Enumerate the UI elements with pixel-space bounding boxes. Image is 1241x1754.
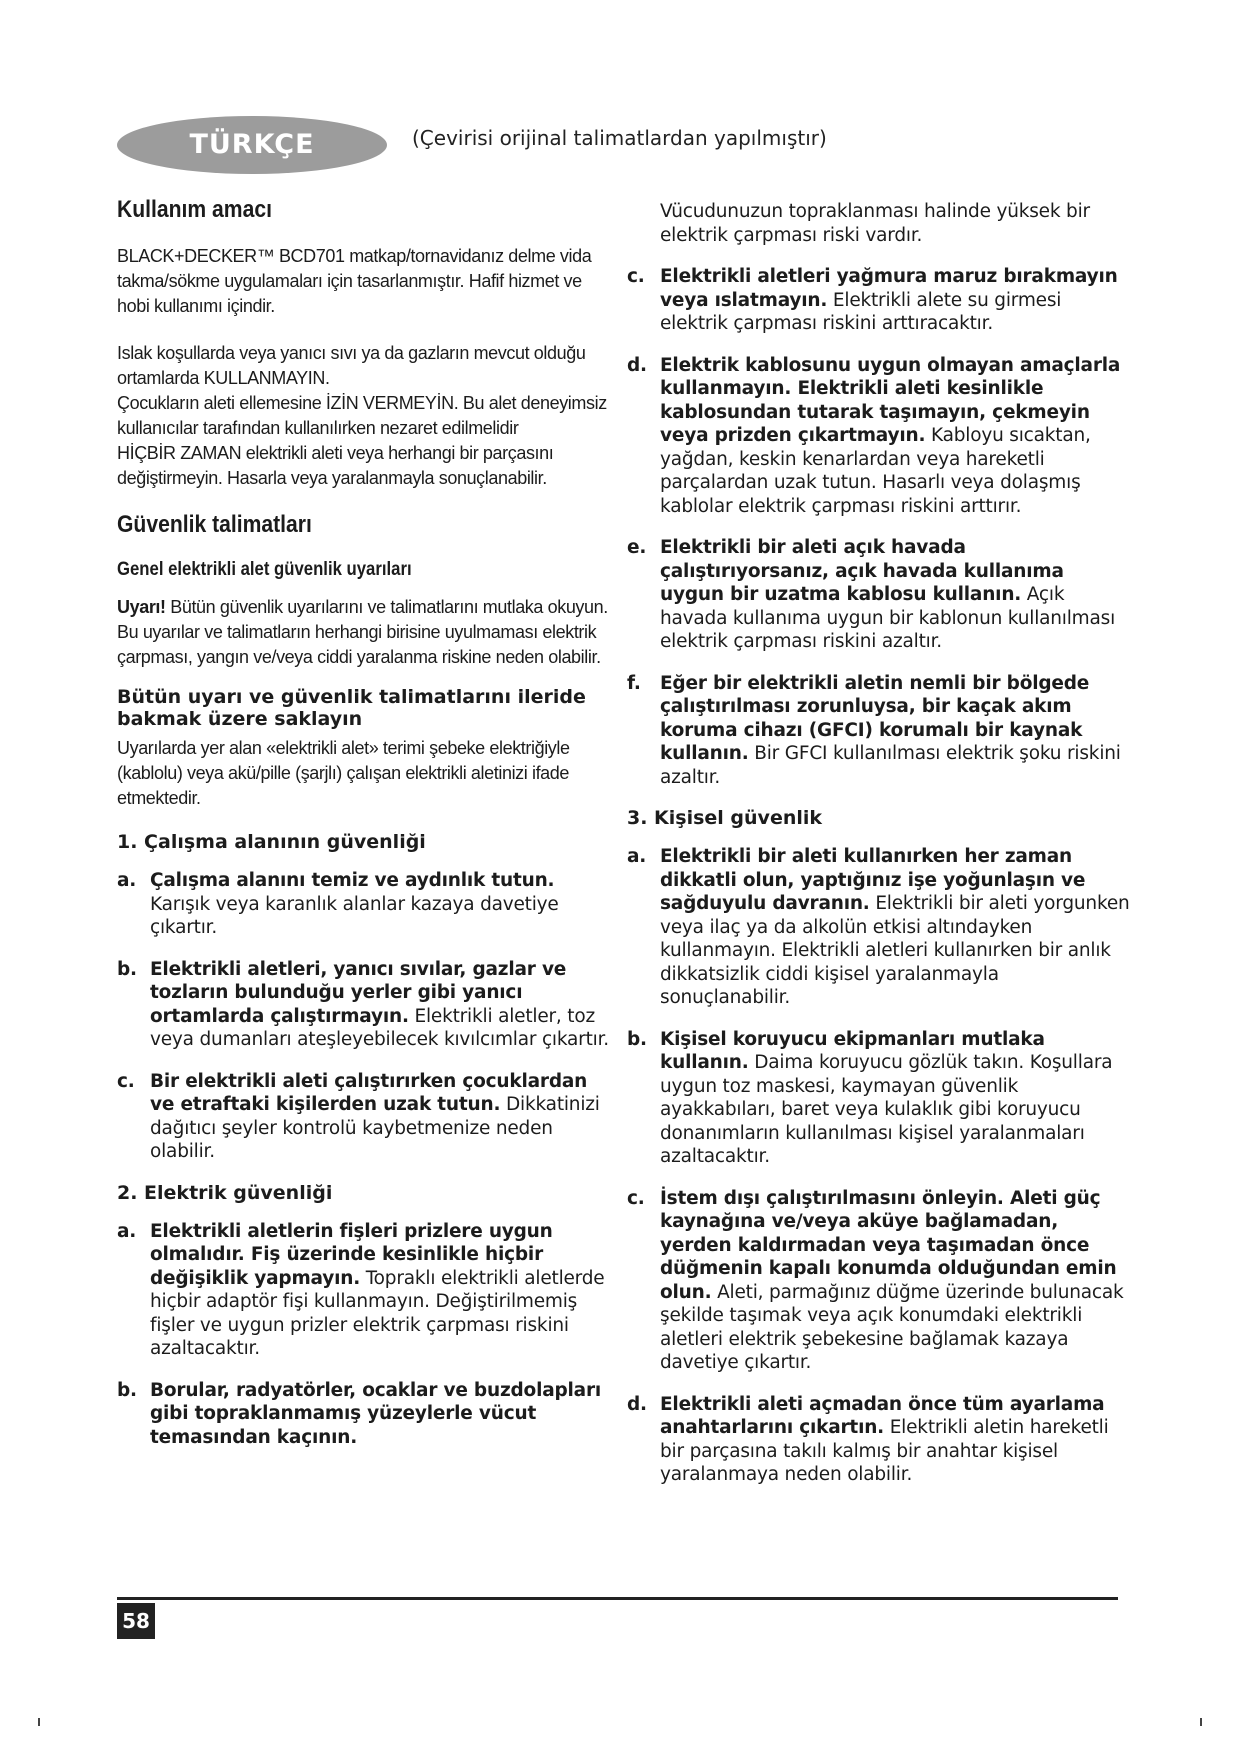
language-label: TÜRKÇE xyxy=(189,129,315,160)
safety-heading: Güvenlik talimatları xyxy=(117,511,312,538)
intended-use-paragraph: BLACK+DECKER™ BCD701 matkap/tornavidanız delme vida takma/sökme uygulamaları için tasarlanmıştır. Hafif hizmet ve hobi kullanımı içindir. xyxy=(117,246,592,316)
warning-text: Bütün güvenlik uyarılarını ve talimatlarını mutlaka okuyun. Bu uyarılar ve talimatların herhangi birisine uyulmaması elektrik çarpması, yangın ve/veya ciddi yaralanma riskine neden olabilir. xyxy=(117,597,608,667)
right-column xyxy=(627,200,1132,1487)
warning-item: a. Çalışma alanını temiz ve aydınlık tutun. Karışık veya karanlık alanlar kazaya davetiye çıkartır. xyxy=(117,870,559,938)
translation-note: (Çevirisi orijinal talimatlardan yapılmıştır) xyxy=(412,126,827,150)
warning-item: c. İstem dışı çalıştırılmasını önleyin. Aleti güç kaynağına ve/veya aküye bağlamadan, yerden kaldırmadan veya taşımadan önce düğmenin kapalı konumda olduğundan emin olun. Aleti, parmağınız düğme üzerinde bulunacak şekilde taşımak veya açık konumdaki elektrikli aletleri elektrik şebekesine bağlamak kazaya davetiye çıkartır. xyxy=(627,1187,1124,1373)
intended-use-heading: Kullanım amacı xyxy=(117,196,272,223)
warning-item: b. Elektrikli aletleri, yanıcı sıvılar, gazlar ve tozların bulunduğu yerler gibi yanıcı ortamlarda çalıştırmayın. Elektrikli aletler, toz veya dumanları ateşleyebilecek kıvılcımlar çıkartır. xyxy=(117,958,609,1050)
warning-item: a. Elektrikli aletlerin fişleri prizlere uygun olmalıdır. Fiş üzerinde kesinlikle hiçbir değişiklik yapmayın. Topraklı elektrikli aletlerde hiçbir adaptör fişi kullanmayın. Değiştirilmemiş fişler ve uygun prizler elektrik çarpması riskini azaltacaktır. xyxy=(117,1220,605,1359)
children-note: Çocukların aleti ellemesine İZİN VERMEYİN. Bu alet deneyimsiz kullanıcılar tarafından kullanılırken nezaret edilmelidir xyxy=(117,393,607,438)
wet-conditions-note: Islak koşullarda veya yanıcı sıvı ya da gazların mevcut olduğu ortamlarda KULLANMAYIN. xyxy=(117,343,586,388)
warning-item: e. Elektrikli bir aleti açık havada çalıştırıyorsanız, açık havada kullanıma uygun bir uzatma kablosu kullanın. Açık havada kullanıma uygun bir kablonun kullanılması elektrik çarpması riskini azaltır. xyxy=(627,537,1116,652)
section-work-area: 1. Çalışma alanının güvenliği xyxy=(117,831,426,853)
warning-item: c. Bir elektrikli aleti çalıştırırken çocuklardan ve etraftaki kişilerden uzak tutun. Dikkatinizi dağıtıcı şeyler kontrolü kaybetmenize neden olabilir. xyxy=(117,1070,600,1162)
warning-item: b. Kişisel koruyucu ekipmanları mutlaka kullanın. Daima koruyucu gözlük takın. Koşullara uygun toz maskesi, kaymayan güvenlik ayakkabıları, baret veya kulaklık gibi koruyucu donanımların kullanılması kişisel yaralanmaları azaltacaktır. xyxy=(627,1028,1113,1167)
warning-item-continued: Vücudunuzun topraklanması halinde yüksek bir elektrik çarpması riski vardır. xyxy=(660,201,1090,246)
crop-mark xyxy=(38,1718,40,1726)
warning-item: f. Eğer bir elektrikli aletin nemli bir bölgede çalıştırılması zorunluysa, bir kaçak akım koruma cihazı (GFCI) korumalı bir kaynak kullanın. Bir GFCI kullanılması elektrik şoku riskini azaltır. xyxy=(627,672,1121,788)
page-number: 58 xyxy=(117,1603,155,1639)
section-personal-safety: 3. Kişisel güvenlik xyxy=(627,807,823,829)
warning-paragraph xyxy=(117,595,612,670)
crop-mark xyxy=(1200,1718,1202,1726)
warning-item: a. Elektrikli bir aleti kullanırken her zaman dikkatli olun, yaptığınız işe yoğunlaşın ve sağduyulu davranın. Elektrikli bir aleti yorgunken veya ilaç ya da alkolün etkisi altındayken kullanmayın. Elektrikli aletleri kullanırken bir anlık dikkatsizlik ciddi kişisel yaralanmayla sonuçlanabilir. xyxy=(627,846,1130,1008)
warning-label: Uyarı! xyxy=(117,597,166,617)
warning-item: d. Elektrikli aleti açmadan önce tüm ayarlama anahtarlarını çıkartın. Elektrikli aletin hareketli bir parçasına takılı kalmış bir anahtar kişisel yaralanmaya neden olabilir. xyxy=(627,1393,1109,1485)
modification-note: HİÇBİR ZAMAN elektrikli aleti veya herhangi bir parçasını değiştirmeyin. Hasarla veya yaralanmayla sonuçlanabilir. xyxy=(117,443,554,488)
term-definition: Uyarılarda yer alan «elektrikli alet» terimi şebeke elektriğiyle (kablolu) veya akü/pille (şarjlı) çalışan elektrikli aletinizi ifade etmektedir. xyxy=(117,738,570,808)
footer-rule xyxy=(117,1597,1118,1600)
warning-item: d. Elektrik kablosunu uygun olmayan amaçlarla kullanmayın. Elektrikli aleti kesinlikle kablosundan tutarak taşımayın, çekmeyin veya prizden çıkartmayın. Kabloyu sıcaktan, yağdan, keskin kenarlardan veya hareketli parçalardan uzak tutun. Hasarlı veya dolaşmış kablolar elektrik çarpması riskini arttırır. xyxy=(627,354,1121,517)
left-column xyxy=(117,196,612,1449)
general-warnings-heading: Genel elektrikli alet güvenlik uyarıları xyxy=(117,559,412,580)
save-instructions-heading: Bütün uyarı ve güvenlik talimatlarını ileride bakmak üzere saklayın xyxy=(117,686,586,730)
section-electrical: 2. Elektrik güvenliği xyxy=(117,1181,333,1204)
warning-item: b. Borular, radyatörler, ocaklar ve buzdolapları gibi topraklanmamış yüzeylerle vücut temasından kaçının. xyxy=(117,1379,602,1448)
warning-item: c. Elektrikli aletleri yağmura maruz bırakmayın veya ıslatmayın. Elektrikli alete su girmesi elektrik çarpması riskini arttıracaktır. xyxy=(627,266,1118,334)
